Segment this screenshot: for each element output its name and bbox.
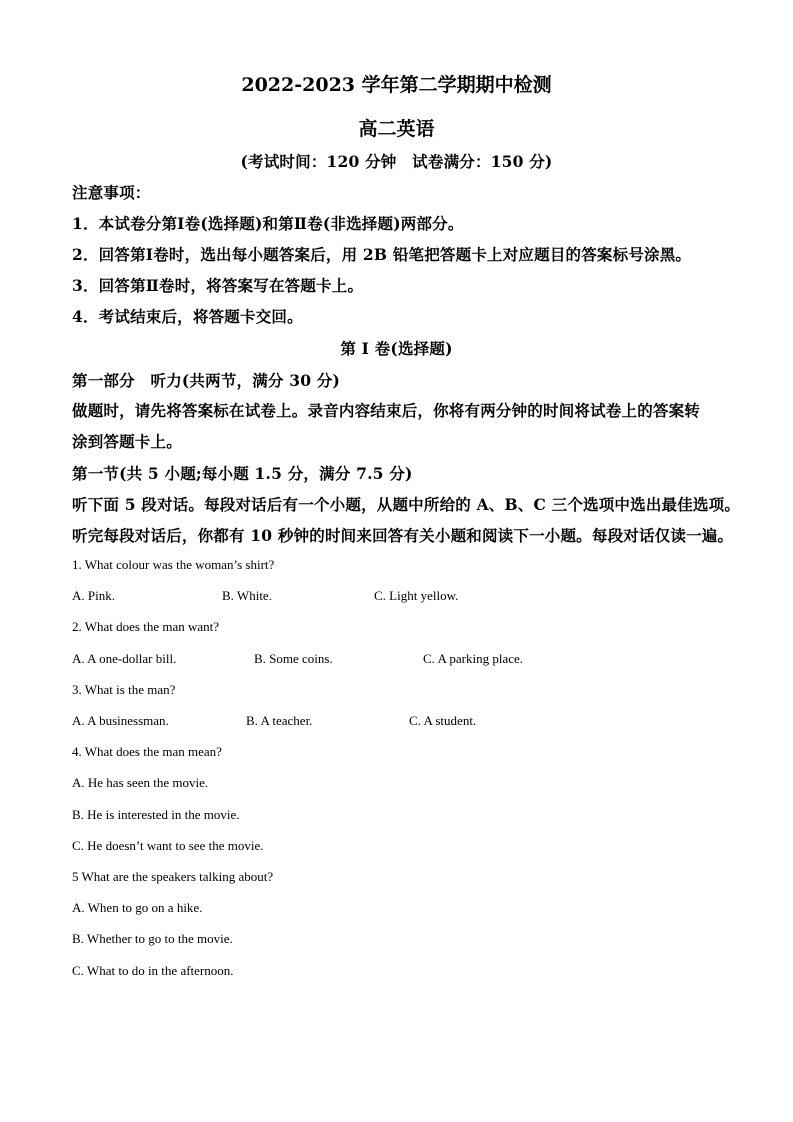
question-option: A. He has seen the movie. [72,775,209,790]
question-option: B. Whether to go to the movie. [72,931,233,946]
notes-heading: 注意事项： [72,183,151,202]
part1-instruction: 涂到答题卡上。 [72,432,182,451]
question-option: A. A businessman. [72,713,169,728]
section1-title: 第一节(共 5 小题;每小题 1.5 分，满分 7.5 分) [72,464,413,483]
note-item: 3．回答第Ⅱ卷时，将答案写在答题卡上。 [72,276,364,295]
question-stem: 4. What does the man mean? [72,744,222,759]
note-item: 2．回答第Ⅰ卷时，选出每小题答案后，用 2B 铅笔把答题卡上对应题目的答案标号涂黑。 [72,245,692,264]
question-option: B. A teacher. [246,713,313,728]
section1-instruction: 听完每段对话后，你都有 10 秒钟的时间来回答有关小题和阅读下一小题。每段对话仅读一遍。 [72,526,734,545]
part1-title: 第一部分 听力(共两节，满分 30 分) [72,371,341,390]
question-stem: 5 What are the speakers talking about? [72,869,274,884]
question-option: C. What to do in the afternoon. [72,963,234,978]
question-option: C. A student. [409,713,477,728]
question-stem: 1. What colour was the woman’s shirt? [72,557,275,572]
volume-title: 第 I 卷(选择题) [340,339,453,358]
note-item: 4．考试结束后，将答题卡交回。 [72,307,303,326]
question-stem: 2. What does the man want? [72,619,220,634]
part1-instruction: 做题时，请先将答案标在试卷上。录音内容结束后，你将有两分钟的时间将试卷上的答案转 [72,401,701,420]
exam-info: (考试时间：120 分钟 试卷满分：150 分) [240,152,553,171]
question-option: A. Pink. [72,588,115,603]
exam-title: 2022-2023 学年第二学期期中检测 [241,74,552,96]
question-option: C. A parking place. [423,651,524,666]
question-option: B. White. [222,588,272,603]
question-option: A. A one-dollar bill. [72,651,177,666]
question-stem: 3. What is the man? [72,682,176,697]
question-option: B. He is interested in the movie. [72,807,240,822]
subject-title: 高二英语 [358,118,435,140]
question-option: A. When to go on a hike. [72,900,203,915]
question-option: C. He doesn’t want to see the movie. [72,838,264,853]
section1-instruction: 听下面 5 段对话。每段对话后有一个小题，从题中所给的 A、B、C 三个选项中选出最佳选项。 [72,495,741,514]
note-item: 1．本试卷分第Ⅰ卷(选择题)和第Ⅱ卷(非选择题)两部分。 [72,214,464,233]
question-option: B. Some coins. [254,651,333,666]
question-option: C. Light yellow. [374,588,459,603]
